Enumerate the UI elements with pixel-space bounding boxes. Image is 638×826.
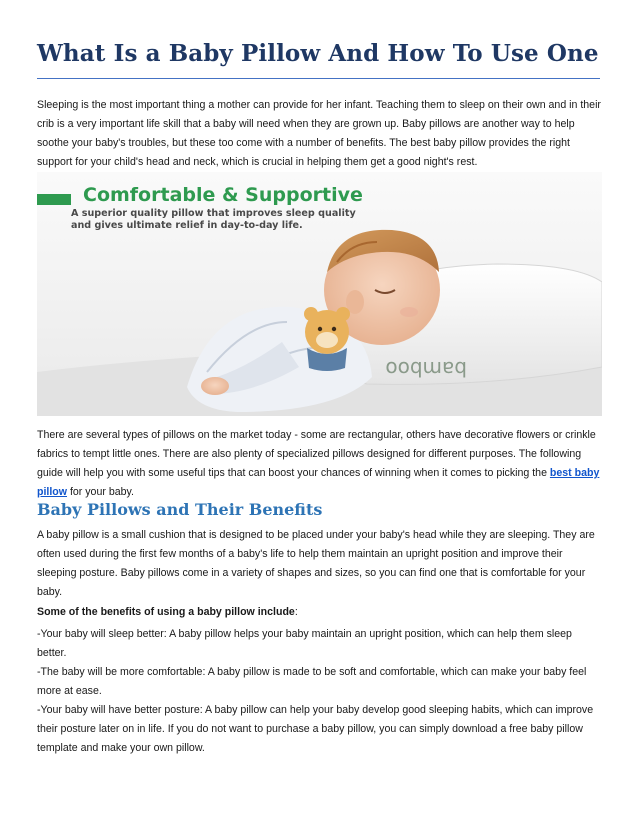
page-title: What Is a Baby Pillow And How To Use One xyxy=(37,40,599,67)
types-text-before-link: There are several types of pillows on the market today - some are rectangular, others have decorative flowers or crinkle fabrics to tempt little ones. There are also plenty of specialized pillows designed for different purposes. The following guide will help you with some useful tips that can boost your chances of winning when it comes to picking the xyxy=(37,429,596,479)
sleeping-baby-illustration xyxy=(37,172,602,416)
benefits-intro-text: Some of the benefits of using a baby pillow include xyxy=(37,606,295,618)
intro-paragraph: Sleeping is the most important thing a mother can provide for her infant. Teaching them to sleep on their own and in their crib is a very important life skill that a baby will need when they are grown up. Baby pillows are another way to help soothe your baby's troubles, but these too come with a number of benefits. The best baby pillow provides the right support for your child's head and neck, which is crucial in helping them get a good night's rest. xyxy=(37,99,601,168)
pillow-brand-text: bamboo xyxy=(385,357,467,381)
benefits-list xyxy=(37,625,602,758)
list-item: -The baby will be more comfortable: A baby pillow is made to be soft and comfortable, which can make your baby feel more at ease. xyxy=(37,666,587,697)
plush-toy-icon xyxy=(304,307,350,371)
hero-image xyxy=(37,172,602,416)
title-underline-rule xyxy=(37,78,600,79)
section-heading: Baby Pillows and Their Benefits xyxy=(37,500,323,519)
benefits-intro-colon: : xyxy=(294,606,298,618)
section-paragraph: A baby pillow is a small cushion that is designed to be placed under your baby's head while they are sleeping. They are often used during the first few months of a baby's life to help them maintain an upright position and improve their sleeping posture. Baby pillows come in a variety of shapes and sizes, so you can find one that is comfortable for your baby. xyxy=(37,529,595,598)
benefits-intro xyxy=(37,603,602,622)
hero-heading: Comfortable & Supportive xyxy=(83,184,363,206)
list-item: -Your baby will sleep better: A baby pillow helps your baby maintain an upright position, which can help them sleep better. xyxy=(37,628,572,659)
list-item: -Your baby will have better posture: A baby pillow can help your baby develop good sleeping habits, which can improve their posture later on in life. If you do not want to purchase a baby pillow, you can simply download a free baby pillow template and make your own pillow. xyxy=(37,704,594,754)
best-baby-pillow-link[interactable]: best baby pillow xyxy=(37,467,600,498)
hero-subheading: A superior quality pillow that improves sleep quality and gives ultimate relief in day-to-day life. xyxy=(71,208,356,231)
types-text-after-link: for your baby. xyxy=(67,486,134,498)
types-paragraph xyxy=(37,426,602,502)
